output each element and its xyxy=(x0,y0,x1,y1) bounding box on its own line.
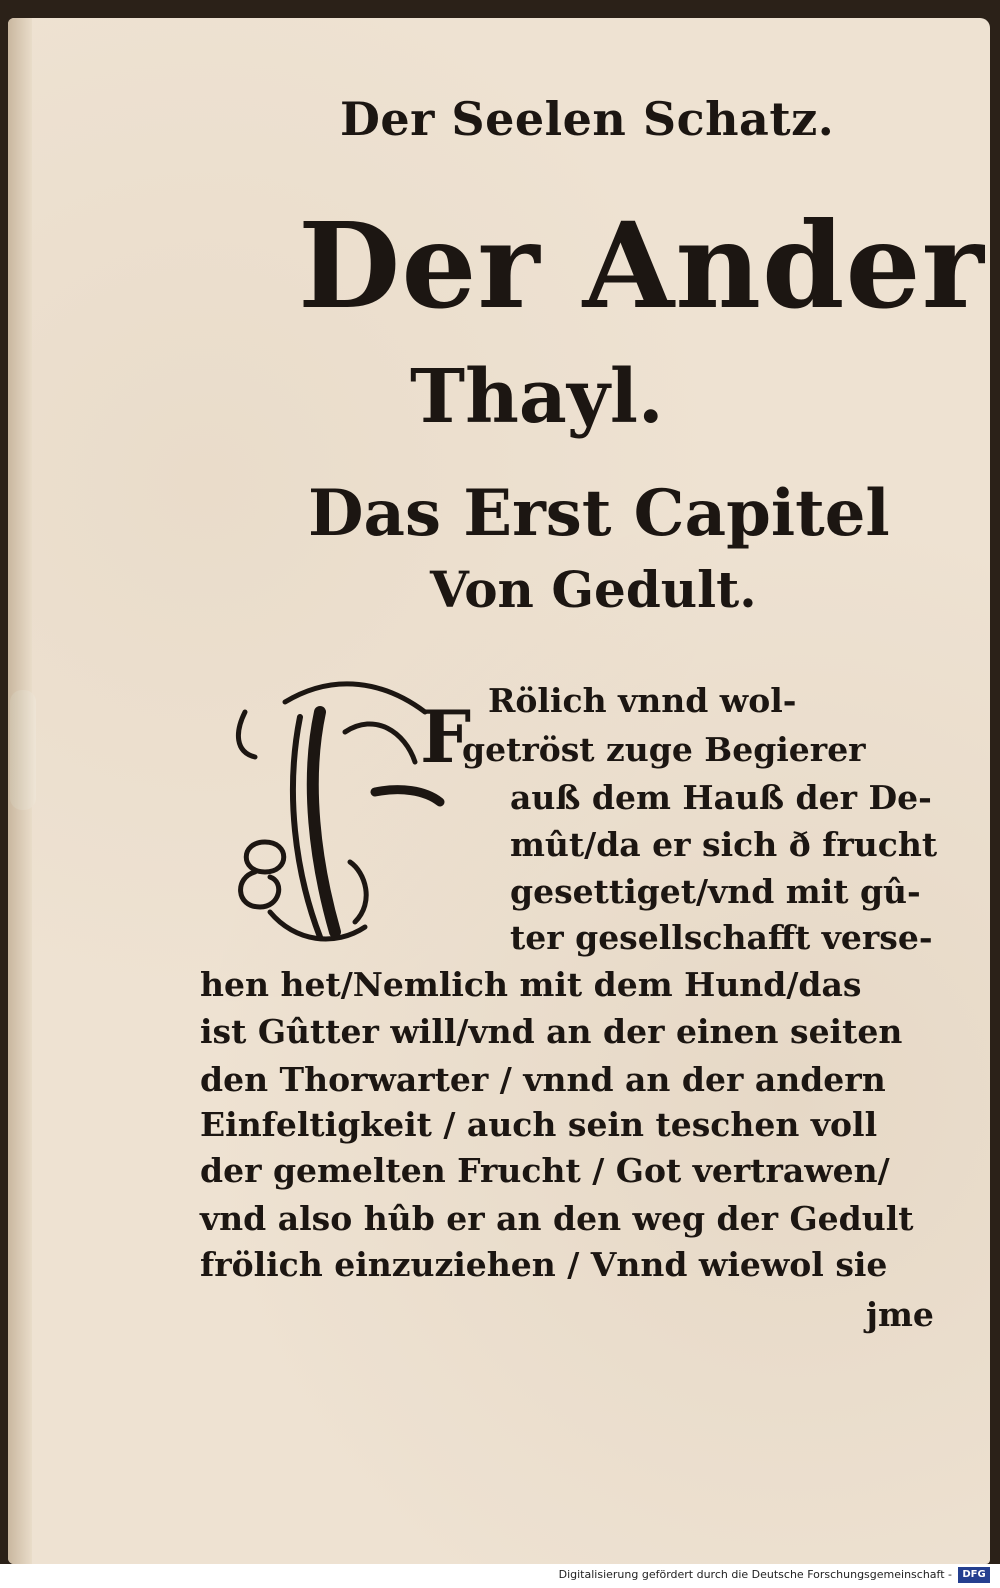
catchword: jme xyxy=(866,1295,934,1334)
body-line: Einfeltigkeit / auch sein teschen voll xyxy=(200,1105,878,1144)
decorated-initial xyxy=(225,672,472,952)
body-line: der gemelten Frucht / Got vertrawen/ xyxy=(200,1151,890,1190)
running-head: Der Seelen Schatz. xyxy=(340,92,835,146)
body-line: mût/da er sich ð frucht xyxy=(510,825,938,864)
dfg-logo: DFG xyxy=(958,1567,990,1583)
footer-credit: Digitalisierung gefördert durch die Deutsche Forschungsgemeinschaft - xyxy=(558,1568,952,1581)
body-line: getröst zuge Begierer xyxy=(462,730,866,769)
body-line: ter gesellschafft verse- xyxy=(510,918,933,957)
binding-clasp xyxy=(10,690,36,810)
body-line: den Thorwarter / vnnd an der andern xyxy=(200,1060,886,1099)
body-line: auß dem Hauß der De- xyxy=(510,778,932,817)
part-subtitle: Thayl. xyxy=(410,354,664,440)
chapter-title: Das Erst Capitel xyxy=(308,476,890,551)
body-line: ist Gûtter will/vnd an der einen seiten xyxy=(200,1012,903,1051)
footer-bar xyxy=(0,1564,1000,1588)
body-line: Rölich vnnd wol- xyxy=(488,681,797,720)
chapter-subtitle: Von Gedult. xyxy=(430,560,757,619)
body-line: vnd also hûb er an den weg der Gedult xyxy=(200,1199,914,1238)
initial-letter: F xyxy=(420,694,472,779)
body-line: frölich einzuziehen / Vnnd wiewol sie xyxy=(200,1245,888,1284)
body-line: hen het/Nemlich mit dem Hund/das xyxy=(200,965,862,1004)
part-title: Der Ander xyxy=(298,196,985,335)
body-line: gesettiget/vnd mit gû- xyxy=(510,872,921,911)
